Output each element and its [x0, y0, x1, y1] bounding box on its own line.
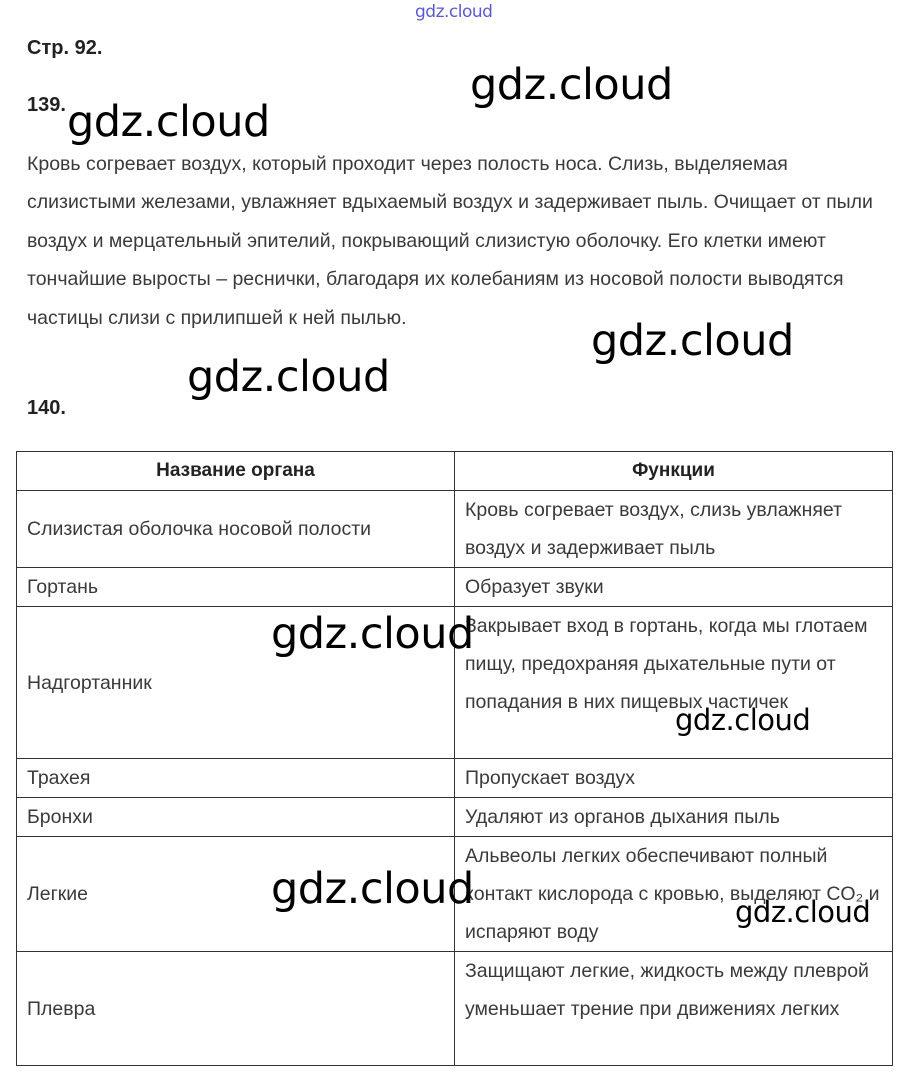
watermark: gdz.cloud [271, 609, 474, 659]
function-cell: Кровь согревает воздух, слизь увлажняет воздух и задерживает пыль [455, 491, 893, 568]
task-139-text: Кровь согревает воздух, который проходит через полость носа. Слизь, выделяемая слизистыми железами, увлажняет вдыхаемый воздух и задерживает пыль. Очищает от пыли воздух и мерцательный эпителий, покрывающий слизистую оболочку. Его клетки имеют тончайшие выросты – реснички, благодаря их колебаниям из носовой полости выводятся частицы слизи с прилипшей к ней пылью. [27, 153, 873, 329]
watermark: gdz.cloud [67, 97, 270, 147]
organs-table [16, 451, 893, 1066]
organ-cell: Легкие [17, 837, 455, 952]
table-row [17, 798, 893, 837]
table-row [17, 759, 893, 798]
watermark: gdz.cloud [470, 60, 673, 110]
organ-cell: Надгортанник [17, 607, 455, 759]
table-row [17, 491, 893, 568]
organ-cell: Плевра [17, 952, 455, 1066]
table-row [17, 952, 893, 1066]
function-cell: Альвеолы легких обеспечивают полный контакт кислорода с кровью, выделяют CO₂ и испаряют воду [455, 837, 893, 952]
table-header-row [17, 452, 893, 491]
watermark: gdz.cloud [735, 895, 871, 929]
watermark: gdz.cloud [591, 316, 794, 366]
organ-cell: Бронхи [17, 798, 455, 837]
function-cell: Закрывает вход в гортань, когда мы глотаем пищу, предохраняя дыхательные пути от попадания в них пищевых частичек [455, 607, 893, 759]
header-function: Функции [455, 452, 893, 491]
function-cell: Удаляют из органов дыхания пыль [455, 798, 893, 837]
table-row [17, 568, 893, 607]
function-cell: Защищают легкие, жидкость между плеврой уменьшает трение при движениях легких [455, 952, 893, 1066]
function-cell: Пропускает воздух [455, 759, 893, 798]
organ-cell: Трахея [17, 759, 455, 798]
watermark: gdz.cloud [187, 352, 390, 402]
task-139-number: 139. [27, 94, 66, 116]
organ-cell: Слизистая оболочка носовой полости [17, 491, 455, 568]
watermark: gdz.cloud [675, 703, 811, 737]
header-organ: Название органа [17, 452, 455, 491]
organ-cell: Гортань [17, 568, 455, 607]
watermark: gdz.cloud [271, 864, 474, 914]
task-140-number: 140. [27, 397, 66, 419]
function-cell: Образует звуки [455, 568, 893, 607]
site-mark: gdz.cloud [415, 2, 493, 22]
page-label: Стр. 92. [27, 37, 103, 59]
